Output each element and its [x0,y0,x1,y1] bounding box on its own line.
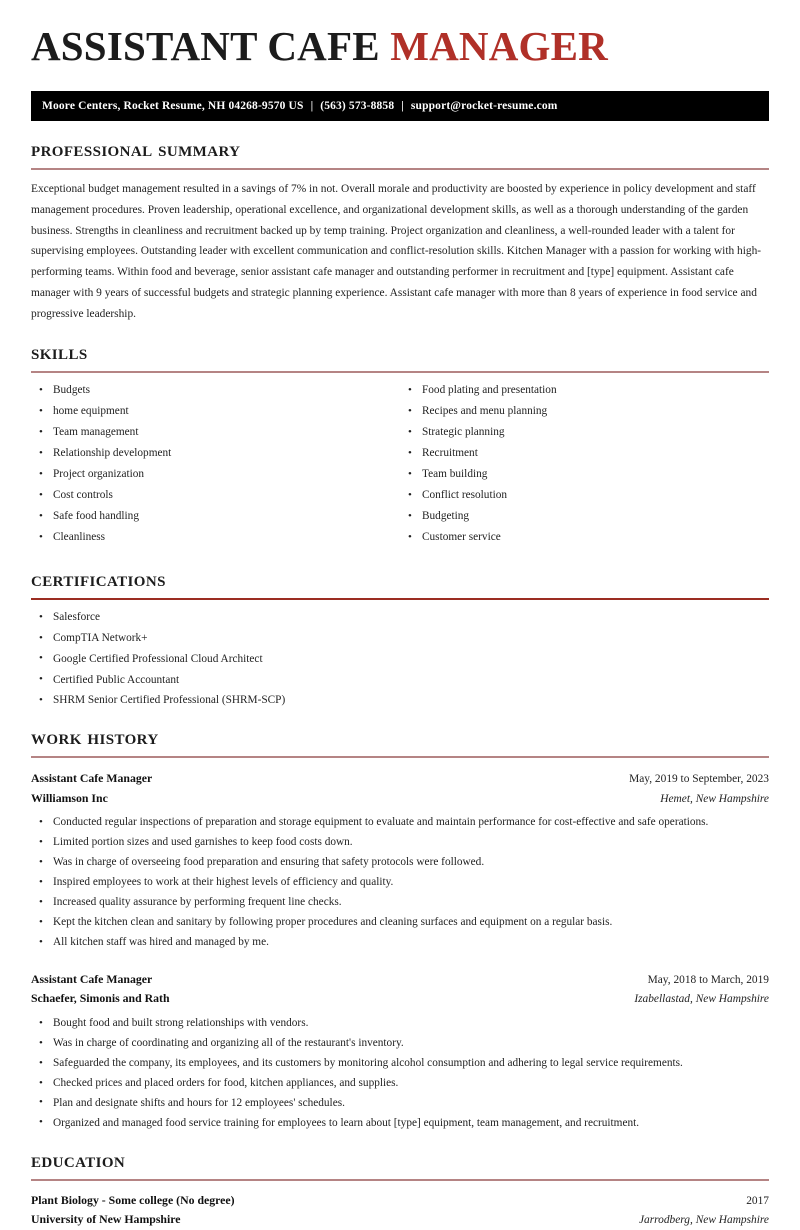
work-entry [31,970,769,1132]
list-item: • SHRM Senior Certified Professional (SHRM-SCP) [31,693,769,709]
list-item: • Team building [400,467,769,483]
skills-column-right [400,375,769,551]
school-name: University of New Hampshire [31,1212,181,1227]
section-education [31,1149,769,1230]
list-item: • Was in charge of coordinating and organizing all of the restaurant's inventory. [31,1036,769,1052]
list-item: • Safeguarded the company, its employees, and its customers by monitoring alcohol consumption and adhering to legal service requirements. [31,1056,769,1072]
section-divider-certifications [31,598,769,600]
list-item: • Inspired employees to work at their highest levels of efficiency and quality. [31,875,769,891]
list-item: • Food plating and presentation [400,383,769,399]
work-entry [31,769,769,951]
list-item: • Organized and managed food service training for employees to learn about [type] equipment, team management, and recruitment. [31,1116,769,1132]
list-item: • home equipment [31,404,400,420]
education-entry [31,1191,769,1230]
list-item: • Cost controls [31,488,400,504]
skills-list-left [31,383,400,545]
company-name: Williamson Inc [31,790,108,805]
job-location: Izabellastad, New Hampshire [634,993,769,1006]
section-certifications [31,568,769,709]
page-title [31,0,769,67]
list-item: • Recipes and menu planning [400,404,769,420]
contact-bar [31,91,769,121]
contact-phone[interactable]: (563) 573-8858 [320,100,395,112]
list-item: • Was in charge of overseeing food preparation and ensuring that safety protocols were followed. [31,855,769,871]
list-item: • Increased quality assurance by performing frequent line checks. [31,895,769,911]
name-accent: MANAGER [390,23,608,69]
list-item: • Customer service [400,530,769,546]
contact-separator-2: | [401,100,404,112]
list-item: • Safe food handling [31,509,400,525]
job-title: Assistant Cafe Manager [31,771,153,786]
job-title: Assistant Cafe Manager [31,971,153,986]
work-entry-title-row [31,769,769,789]
job-dates: May, 2019 to September, 2023 [629,773,769,786]
list-item: • Strategic planning [400,425,769,441]
list-item: • Conducted regular inspections of preparation and storage equipment to evaluate and maintain performance for cost-effective and safe operations. [31,815,769,831]
section-divider-education [31,1179,769,1181]
job-location: Hemet, New Hampshire [660,792,769,805]
section-divider-skills [31,371,769,373]
list-item: • Conflict resolution [400,488,769,504]
section-heading-work-history: work history [31,724,159,749]
education-degree-row [31,1191,769,1211]
list-item: • Recruitment [400,446,769,462]
certifications-list [31,610,769,709]
section-divider-summary [31,168,769,170]
list-item: • Kept the kitchen clean and sanitary by following proper procedures and cleaning surfaces and equipment on a regular basis. [31,915,769,931]
skills-columns [31,375,769,551]
list-item: • All kitchen staff was hired and managed by me. [31,935,769,951]
list-item: • Budgeting [400,509,769,525]
section-work-history [31,726,769,1132]
list-item: • Limited portion sizes and used garnishes to keep food costs down. [31,835,769,851]
summary-text: Exceptional budget management resulted in a savings of 7% in not. Overall morale and productivity are boosted by experience in policy development and staff management procedures. Proven leadership, operational excellence, and organizational development skills, as well as a thorough understanding of the garden business. Strengths in cleanliness and recruitment backed up by temp training. Project organization and cleanliness, a well-rounded leader with a talent for supervising employees. Outstanding leader with excellent communication and conflict-resolution skills. Kitchen Manager with a passion for working with high-performing teams. Within food and beverage, senior assistant cafe manager and outstanding performer in recruitment and [type] equipment. Assistant cafe manager with 9 years of successful budgets and strategic planning experience. Assistant cafe manager with more than 8 years of experience in food service and progressive leadership. [31,183,762,320]
section-heading-education: education [31,1147,126,1172]
company-name: Schaefer, Simonis and Rath [31,991,170,1006]
job-responsibilities-list [31,1016,769,1131]
list-item: • Project organization [31,467,400,483]
section-professional-summary [31,138,769,324]
list-item: • Google Certified Professional Cloud Architect [31,652,769,668]
contact-address: Moore Centers, Rocket Resume, NH 04268-9570 US [42,100,304,112]
education-year: 2017 [746,1194,769,1207]
list-item: • Bought food and built strong relationships with vendors. [31,1016,769,1032]
list-item: • Plan and designate shifts and hours for 12 employees' schedules. [31,1096,769,1112]
list-item: • Certified Public Accountant [31,673,769,689]
work-entry-title-row [31,970,769,990]
list-item: • CompTIA Network+ [31,631,769,647]
education-school-row [31,1210,769,1230]
contact-text [42,100,557,112]
skills-column-left [31,375,400,551]
list-item: • Budgets [31,383,400,399]
section-skills [31,341,769,551]
degree-name: Plant Biology - Some college (No degree) [31,1192,235,1207]
work-entry-company-row [31,789,769,809]
job-dates: May, 2018 to March, 2019 [647,973,769,986]
section-heading-certifications: certifications [31,567,166,592]
work-entry-company-row [31,989,769,1009]
skills-list-right [400,383,769,545]
list-item: • Salesforce [31,610,769,626]
school-location: Jarrodberg, New Hampshire [638,1214,769,1227]
contact-email[interactable]: support@rocket-resume.com [410,100,558,112]
section-heading-summary: professional summary [31,137,241,161]
job-responsibilities-list [31,815,769,950]
contact-separator-1: | [310,100,314,112]
list-item: • Checked prices and placed orders for food, kitchen appliances, and supplies. [31,1076,769,1092]
name-primary: ASSISTANT CAFE [31,23,380,69]
section-heading-skills: skills [31,340,88,365]
list-item: • Team management [31,425,400,441]
list-item: • Cleanliness [31,530,400,546]
section-divider-work-history [31,756,769,758]
list-item: • Relationship development [31,446,400,462]
